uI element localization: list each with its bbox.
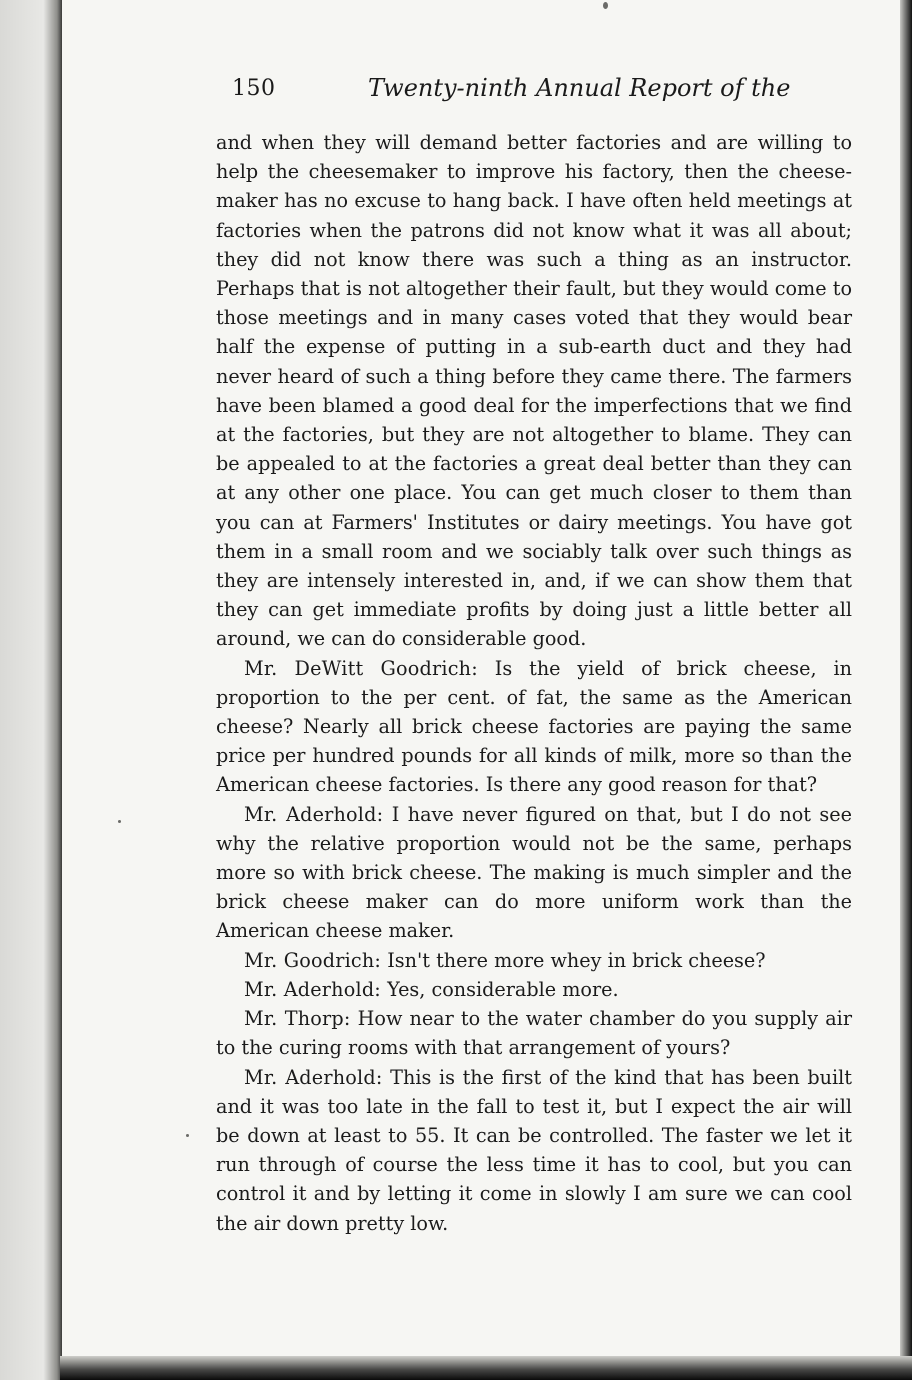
running-head: Twenty-ninth Annual Report of the [368, 74, 791, 102]
paragraph-text: I have never figured on that, but I do not see why the relative proportion would not be the same, perhaps more so with brick cheese. The making is much simpler and the brick cheese maker can do more uniform work than the American cheese maker. [216, 802, 852, 943]
speaker-name: Mr. Aderhold: [244, 1065, 383, 1089]
right-edge-shadow [900, 0, 912, 1380]
paragraph [216, 1063, 852, 1238]
speaker-name: Mr. Aderhold: [244, 802, 384, 826]
paragraph [216, 654, 852, 800]
paragraph-text: This is the first of the kind that has been built and it was too late in the fall to test it, but I expect the air will be down at least to 55. It can be controlled. The faster we let it run through of course the less time it has to cool, but you can control it and by letting it come in slowly I am sure we can cool the air down pretty low. [216, 1065, 852, 1235]
speaker-name: Mr. DeWitt Goodrich: [244, 656, 478, 680]
paragraph [216, 975, 852, 1004]
paragraph [216, 1004, 852, 1062]
paragraph [216, 800, 852, 946]
margin-speck [118, 820, 121, 823]
body-text [216, 128, 852, 1238]
paragraph [216, 128, 852, 654]
paragraph-text: Isn't there more whey in brick cheese? [387, 948, 766, 972]
margin-speck [186, 1134, 189, 1137]
paragraph-text: and when they will demand better factories and are willing to help the cheesemaker to improve his factory, then the cheese-maker has no excuse to hang back. I have often held meetings at factories when the patrons did not know what it was all about; they did not know there was such a thing as an instructor. Perhaps that is not altogether their fault, but they would come to those meetings and in many cases voted that they would bear half the expense of putting in a sub-earth duct and they had never heard of such a thing before they came there. The farmers have been blamed a good deal for the imperfections that we find at the factories, but they are not altogether to blame. They can be appealed to at the factories a great deal better than they can at any other one place. You can get much closer to them than you can at Farmers' Institutes or dairy meetings. You have got them in a small room and we sociably talk over such things as they are intensely interested in, and, if we can show them that they can get immediate profits by doing just a little better all around, we can do considerable good. [216, 131, 852, 651]
bottom-edge-shadow [60, 1356, 912, 1380]
paragraph-text: Yes, considerable more. [387, 977, 619, 1001]
paragraph-text: Is the yield of brick cheese, in proportion to the per cent. of fat, the same as the American cheese? Nearly all brick cheese factories are paying the same price per hundred pounds for all kinds of milk, more so than the American cheese factories. Is there any good reason for that? [216, 656, 852, 797]
speaker-name: Mr. Thorp: [244, 1007, 351, 1031]
paragraph-text: How near to the water chamber do you supply air to the curing rooms with that arrangement of yours? [216, 1007, 852, 1060]
speaker-name: Mr. Aderhold: [244, 977, 381, 1001]
page-number: 150 [232, 76, 276, 101]
paragraph [216, 946, 852, 975]
top-speck [603, 2, 608, 9]
speaker-name: Mr. Goodrich: [244, 948, 382, 972]
left-gutter-shadow [0, 0, 62, 1380]
